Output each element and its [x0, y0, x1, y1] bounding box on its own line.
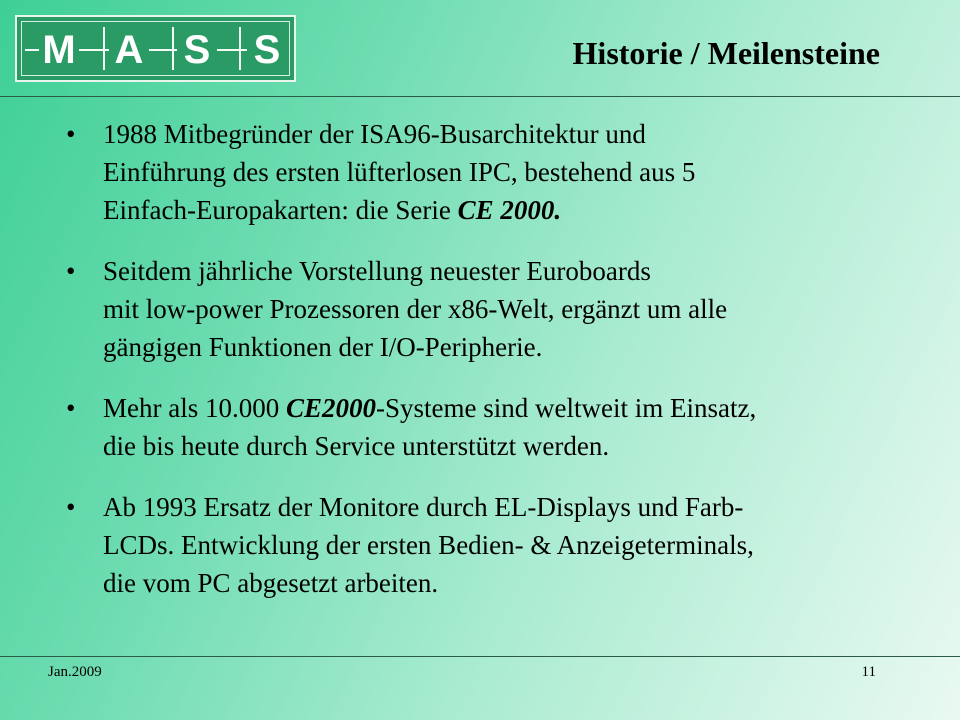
- bullet-line: die vom PC abgesetzt arbeiten.: [103, 568, 439, 598]
- slide-title: Historie / Meilensteine: [572, 35, 880, 71]
- bullet-dot: •: [66, 119, 76, 149]
- bullet-line: mit low-power Prozessoren der x86-Welt, ergänzt um alle: [103, 294, 728, 324]
- bullet-item-1993: [66, 488, 926, 602]
- bullet-line: die bis heute durch Service unterstützt werden.: [103, 431, 610, 461]
- bullet-dot: •: [66, 492, 76, 522]
- series-name-emphasis: CE 2000.: [457, 195, 562, 225]
- page-number: 11: [861, 664, 876, 680]
- bullet-item-euroboards: [66, 252, 926, 366]
- logo-letter-a: A: [109, 29, 149, 71]
- bullet-line: Seitdem jährliche Vorstellung neuester Euroboards: [103, 256, 651, 286]
- mass-logo: [15, 15, 296, 82]
- bullet-line: Ab 1993 Ersatz der Monitore durch EL-Displays und Farb-: [103, 492, 744, 522]
- bullet-item-1988: [66, 115, 926, 229]
- bullet-item-systems: [66, 389, 926, 465]
- bullet-list: [66, 115, 926, 625]
- logo-letter-s1: S: [177, 29, 217, 71]
- bottom-divider: [0, 656, 960, 657]
- footer-date: Jan.2009: [48, 664, 102, 680]
- bullet-line: 1988 Mitbegründer der ISA96-Busarchitektur und: [103, 119, 646, 149]
- bullet-line: gängigen Funktionen der I/O-Peripherie.: [103, 332, 543, 362]
- bullet-dot: •: [66, 256, 76, 286]
- bullet-line: Mehr als 10.000 CE2000-Systeme sind weltweit im Einsatz,: [103, 393, 757, 423]
- top-divider: [0, 96, 960, 97]
- logo-letter-m: M: [39, 29, 79, 71]
- product-name-emphasis: CE2000: [285, 393, 377, 423]
- bullet-line: Einführung des ersten lüfterlosen IPC, bestehend aus 5: [103, 157, 696, 187]
- bullet-dot: •: [66, 393, 76, 423]
- logo-letter-s2: S: [247, 29, 287, 71]
- bullet-line: LCDs. Entwicklung der ersten Bedien- & Anzeigeterminals,: [103, 530, 754, 560]
- bullet-line: Einfach-Europakarten: die Serie CE 2000.: [103, 195, 562, 225]
